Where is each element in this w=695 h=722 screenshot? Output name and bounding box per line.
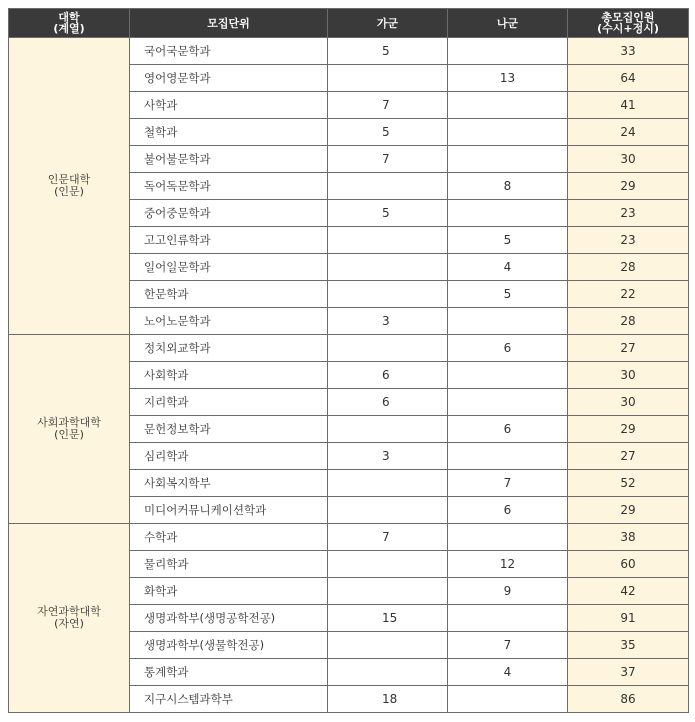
na-count: 12 — [448, 551, 568, 578]
unit-name: 생명과학부(생물학전공) — [144, 638, 265, 652]
table-row — [9, 524, 689, 551]
na-count: 7 — [448, 470, 568, 497]
unit-cell — [130, 119, 328, 146]
college-cell — [9, 38, 130, 335]
total-count: 38 — [568, 524, 689, 551]
header-college-line2: (계열) — [53, 22, 85, 35]
unit-name: 사학과 — [144, 98, 178, 112]
ga-count — [328, 470, 448, 497]
table-body — [9, 38, 689, 713]
unit-name: 생명과학부(생명공학전공) — [144, 611, 276, 625]
ga-count — [328, 281, 448, 308]
unit-cell — [130, 416, 328, 443]
college-name: 인문대학 — [47, 173, 91, 186]
unit-cell — [130, 659, 328, 686]
total-count: 23 — [568, 200, 689, 227]
unit-cell — [130, 686, 328, 713]
ga-count: 7 — [328, 524, 448, 551]
ga-count — [328, 416, 448, 443]
na-count — [448, 200, 568, 227]
na-count — [448, 686, 568, 713]
unit-name: 한문학과 — [144, 287, 189, 301]
header-college — [9, 9, 130, 38]
na-count: 7 — [448, 632, 568, 659]
unit-cell — [130, 578, 328, 605]
unit-name: 물리학과 — [144, 557, 189, 571]
unit-name: 노어노문학과 — [144, 314, 211, 328]
na-count: 4 — [448, 254, 568, 281]
table-row — [9, 38, 689, 65]
unit-cell — [130, 65, 328, 92]
table-header — [9, 9, 689, 38]
ga-count — [328, 551, 448, 578]
table-row — [9, 335, 689, 362]
unit-name: 문헌정보학과 — [144, 422, 211, 436]
unit-name: 불어불문학과 — [144, 152, 211, 166]
total-count: 22 — [568, 281, 689, 308]
admission-table — [8, 8, 689, 713]
total-count: 64 — [568, 65, 689, 92]
total-count: 37 — [568, 659, 689, 686]
unit-name: 철학과 — [144, 125, 178, 139]
ga-count: 3 — [328, 443, 448, 470]
header-total-line2: (수시+정시) — [597, 22, 659, 35]
college-field: (인문) — [54, 185, 84, 198]
unit-cell — [130, 362, 328, 389]
unit-name: 화학과 — [144, 584, 178, 598]
unit-cell — [130, 308, 328, 335]
unit-name: 지리학과 — [144, 395, 189, 409]
na-count — [448, 119, 568, 146]
ga-count — [328, 173, 448, 200]
total-count: 23 — [568, 227, 689, 254]
unit-name: 독어독문학과 — [144, 179, 211, 193]
ga-count — [328, 659, 448, 686]
na-count — [448, 389, 568, 416]
unit-cell — [130, 92, 328, 119]
ga-count: 6 — [328, 362, 448, 389]
na-count: 6 — [448, 335, 568, 362]
unit-name: 수학과 — [144, 530, 178, 544]
college-field: (인문) — [54, 428, 84, 441]
unit-cell — [130, 497, 328, 524]
ga-count: 15 — [328, 605, 448, 632]
unit-cell — [130, 632, 328, 659]
ga-count: 7 — [328, 146, 448, 173]
college-name: 자연과학대학 — [37, 605, 101, 618]
total-count: 30 — [568, 362, 689, 389]
na-count — [448, 92, 568, 119]
na-count: 5 — [448, 281, 568, 308]
total-count: 29 — [568, 416, 689, 443]
unit-name: 사회학과 — [144, 368, 189, 382]
total-count: 30 — [568, 389, 689, 416]
header-college-line1: 대학 — [58, 11, 80, 24]
ga-count: 5 — [328, 119, 448, 146]
header-na: 나군 — [448, 9, 568, 38]
total-count: 52 — [568, 470, 689, 497]
college-field: (자연) — [54, 617, 84, 630]
ga-count — [328, 254, 448, 281]
na-count — [448, 146, 568, 173]
unit-name: 영어영문학과 — [144, 71, 211, 85]
na-count: 9 — [448, 578, 568, 605]
unit-cell — [130, 173, 328, 200]
na-count — [448, 524, 568, 551]
ga-count: 5 — [328, 200, 448, 227]
unit-cell — [130, 524, 328, 551]
total-count: 42 — [568, 578, 689, 605]
na-count: 4 — [448, 659, 568, 686]
total-count: 86 — [568, 686, 689, 713]
unit-name: 고고인류학과 — [144, 233, 211, 247]
total-count: 35 — [568, 632, 689, 659]
na-count — [448, 362, 568, 389]
unit-cell — [130, 200, 328, 227]
ga-count — [328, 632, 448, 659]
unit-name: 국어국문학과 — [144, 44, 211, 58]
na-count — [448, 443, 568, 470]
ga-count — [328, 578, 448, 605]
total-count: 60 — [568, 551, 689, 578]
header-total-line1: 총모집인원 — [601, 11, 655, 24]
total-count: 24 — [568, 119, 689, 146]
ga-count: 6 — [328, 389, 448, 416]
unit-cell — [130, 146, 328, 173]
ga-count: 3 — [328, 308, 448, 335]
unit-cell — [130, 227, 328, 254]
ga-count — [328, 497, 448, 524]
unit-name: 미디어커뮤니케이션학과 — [144, 503, 267, 517]
unit-cell — [130, 605, 328, 632]
total-count: 27 — [568, 335, 689, 362]
total-count: 41 — [568, 92, 689, 119]
header-unit: 모집단위 — [130, 9, 328, 38]
na-count: 13 — [448, 65, 568, 92]
unit-cell — [130, 335, 328, 362]
total-count: 91 — [568, 605, 689, 632]
college-name: 사회과학대학 — [37, 416, 101, 429]
college-cell — [9, 524, 130, 713]
total-count: 33 — [568, 38, 689, 65]
unit-cell — [130, 443, 328, 470]
na-count: 6 — [448, 416, 568, 443]
unit-name: 심리학과 — [144, 449, 189, 463]
ga-count — [328, 227, 448, 254]
unit-cell — [130, 281, 328, 308]
ga-count — [328, 65, 448, 92]
ga-count: 5 — [328, 38, 448, 65]
total-count: 27 — [568, 443, 689, 470]
unit-cell — [130, 389, 328, 416]
ga-count: 18 — [328, 686, 448, 713]
total-count: 29 — [568, 497, 689, 524]
total-count: 30 — [568, 146, 689, 173]
unit-name: 일어일문학과 — [144, 260, 211, 274]
na-count: 8 — [448, 173, 568, 200]
total-count: 28 — [568, 308, 689, 335]
admission-table-container — [8, 8, 688, 713]
na-count — [448, 605, 568, 632]
unit-cell — [130, 38, 328, 65]
na-count — [448, 308, 568, 335]
total-count: 28 — [568, 254, 689, 281]
unit-name: 중어중문학과 — [144, 206, 211, 220]
unit-cell — [130, 551, 328, 578]
na-count: 5 — [448, 227, 568, 254]
na-count: 6 — [448, 497, 568, 524]
ga-count: 7 — [328, 92, 448, 119]
unit-cell — [130, 470, 328, 497]
header-ga: 가군 — [328, 9, 448, 38]
college-cell — [9, 335, 130, 524]
unit-name: 사회복지학부 — [144, 476, 211, 490]
unit-name: 정치외교학과 — [144, 341, 211, 355]
na-count — [448, 38, 568, 65]
header-total — [568, 9, 689, 38]
ga-count — [328, 335, 448, 362]
unit-name: 지구시스템과학부 — [144, 692, 233, 706]
unit-cell — [130, 254, 328, 281]
total-count: 29 — [568, 173, 689, 200]
unit-name: 통계학과 — [144, 665, 189, 679]
